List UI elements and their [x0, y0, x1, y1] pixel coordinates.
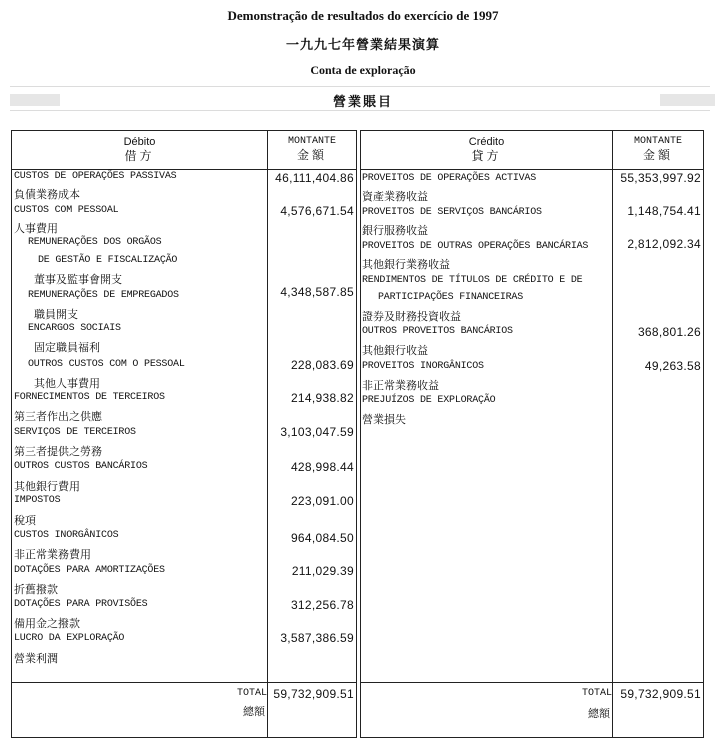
debit-row-label-zh: 第三者提供之勞務 — [14, 445, 102, 458]
debit-row-label: CUSTOS DE OPERAÇÕES PASSIVAS — [14, 171, 177, 182]
credit-row-label: PROVEITOS DE OUTRAS OPERAÇÕES BANCÁRIAS — [362, 241, 589, 252]
credit-left-border — [360, 130, 361, 738]
table-left-border — [11, 130, 12, 738]
debit-row-amount: 3,587,386.59 — [280, 631, 354, 645]
debit-row-amount: 428,998.44 — [290, 460, 354, 474]
debit-row-label-zh: 其他人事費用 — [34, 377, 100, 390]
credit-amount-divider — [612, 130, 613, 738]
credit-row-amount: 2,812,092.34 — [627, 237, 701, 251]
credit-row-label-line2: PARTICIPAÇÕES FINANCEIRAS — [378, 292, 524, 303]
debit-amount-header — [268, 135, 356, 163]
table-bottom-border-right — [360, 737, 704, 738]
debit-row-label-zh: 稅項 — [14, 514, 36, 527]
debit-amount-header-label: MONTANTE — [287, 136, 336, 147]
document-title-zh: 一九九七年營業結果演算 — [285, 37, 440, 52]
credit-row-label: OUTROS PROVEITOS BANCÁRIOS — [362, 326, 513, 337]
debit-row-label-zh: 職員開支 — [34, 308, 78, 321]
credit-total-label: TOTAL — [581, 688, 612, 699]
debit-row-label-zh: 董事及監事會開支 — [34, 273, 122, 286]
table-top-border-right — [360, 130, 704, 131]
debit-row-label: ENCARGOS SOCIAIS — [28, 323, 121, 334]
debit-header — [12, 135, 267, 163]
debit-row-amount: 4,576,671.54 — [280, 204, 354, 218]
debit-row-amount: 4,348,587.85 — [280, 285, 354, 299]
credit-row-amount: 49,263.58 — [644, 359, 701, 373]
credit-amount-header-label: MONTANTE — [633, 136, 682, 147]
credit-header — [361, 135, 612, 163]
header-divider-left — [11, 169, 356, 170]
debit-row-label: SERVIÇOS DE TERCEIROS — [14, 427, 136, 438]
debit-row-amount: 3,103,047.59 — [280, 425, 354, 439]
debit-row-amount: 211,029.39 — [291, 564, 354, 578]
debit-row-label: REMUNERAÇÕES DE EMPREGADOS — [28, 290, 179, 301]
credit-row-label: PROVEITOS DE OPERAÇÕES ACTIVAS — [362, 173, 537, 184]
debit-row-amount: 228,083.69 — [290, 358, 354, 372]
credit-row-label: PROVEITOS DE SERVIÇOS BANCÁRIOS — [362, 207, 542, 218]
debit-row-label: DOTAÇÕES PARA PROVISÕES — [14, 599, 148, 610]
debit-total-label-zh: 總額 — [243, 705, 265, 718]
debit-right-border — [356, 130, 357, 738]
credit-amount-header-label-zh: 金額 — [642, 149, 673, 163]
debit-row-label-zh: 營業利潤 — [14, 652, 58, 665]
debit-header-label: Débito — [123, 136, 156, 148]
credit-row-amount: 55,353,997.92 — [620, 171, 701, 185]
credit-header-label: Crédito — [468, 136, 505, 148]
debit-amount-header-label-zh: 金額 — [296, 149, 327, 163]
debit-row-amount: 964,084.50 — [290, 531, 354, 545]
debit-header-label-zh: 借方 — [124, 149, 155, 163]
credit-row-amount: 368,801.26 — [637, 325, 701, 339]
section-subtitle: Conta de exploração — [310, 63, 416, 77]
debit-row-label-zh: 折舊撥款 — [14, 583, 58, 596]
credit-row-amount: 1,148,754.41 — [627, 204, 701, 218]
debit-row-label: IMPOSTOS — [14, 495, 61, 506]
debit-total-amount: 59,732,909.51 — [273, 687, 354, 701]
debit-row-amount: 223,091.00 — [290, 494, 354, 508]
total-divider-left — [11, 682, 356, 683]
debit-row-label: CUSTOS INORGÂNICOS — [14, 530, 119, 541]
debit-row-label-zh: 固定職員福利 — [34, 341, 100, 354]
debit-row-label-zh: 其他銀行費用 — [14, 480, 80, 493]
credit-total-amount: 59,732,909.51 — [620, 687, 701, 701]
debit-row-label-zh: 第三者作出之供應 — [14, 410, 102, 423]
debit-row-amount: 312,256.78 — [290, 598, 354, 612]
debit-row-label: OUTROS CUSTOS BANCÁRIOS — [14, 461, 148, 472]
debit-row-label: DOTAÇÕES PARA AMORTIZAÇÕES — [14, 565, 165, 576]
bleed-through-background — [0, 80, 726, 122]
table-right-border — [703, 130, 704, 738]
debit-row-amount: 214,938.82 — [290, 391, 354, 405]
debit-row-label-zh: 備用金之撥款 — [14, 617, 80, 630]
debit-row-label: LUCRO DA EXPLORAÇÃO — [14, 633, 125, 644]
credit-total-label-zh: 總額 — [588, 707, 610, 720]
credit-amount-header — [613, 135, 703, 163]
total-divider-right — [360, 682, 704, 683]
debit-row-label-zh: 人事費用 — [14, 222, 58, 235]
debit-total-label: TOTAL — [236, 688, 267, 699]
debit-row-label: OUTROS CUSTOS COM O PESSOAL — [28, 359, 185, 370]
section-subtitle-zh: 營業賬目 — [332, 94, 393, 109]
debit-row-label-line2: DE GESTÃO E FISCALIZAÇÃO — [38, 255, 178, 266]
debit-row-label-zh: 非正常業務費用 — [14, 548, 91, 561]
debit-row-label: CUSTOS COM PESSOAL — [14, 205, 119, 216]
credit-row-label-zh: 非正常業務收益 — [362, 379, 439, 392]
credit-row-label-zh: 資產業務收益 — [362, 190, 428, 203]
debit-row-label: FORNECIMENTOS DE TERCEIROS — [14, 392, 165, 403]
credit-row-label: RENDIMENTOS DE TÍTULOS DE CRÉDITO E DE — [362, 275, 583, 286]
debit-row-amount: 46,111,404.86 — [275, 171, 354, 185]
document-title: Demonstração de resultados do exercício de 1997 — [227, 8, 499, 23]
credit-row-label: PREJUÍZOS DE EXPLORAÇÃO — [362, 395, 496, 406]
table-bottom-border-left — [11, 737, 356, 738]
credit-row-label-zh: 其他銀行收益 — [362, 344, 428, 357]
credit-header-label-zh: 貸方 — [471, 149, 502, 163]
credit-row-label-zh: 營業損失 — [362, 413, 406, 426]
debit-row-label-zh: 負債業務成本 — [14, 188, 80, 201]
credit-row-label: PROVEITOS INORGÂNICOS — [362, 361, 484, 372]
credit-row-label-zh: 其他銀行業務收益 — [362, 258, 450, 271]
table-top-border-left — [11, 130, 356, 131]
header-divider-right — [360, 169, 704, 170]
credit-row-label-zh: 證券及財務投資收益 — [362, 310, 461, 323]
credit-row-label-zh: 銀行服務收益 — [362, 224, 428, 237]
debit-row-label: REMUNERAÇÕES DOS ORGÃOS — [28, 237, 162, 248]
